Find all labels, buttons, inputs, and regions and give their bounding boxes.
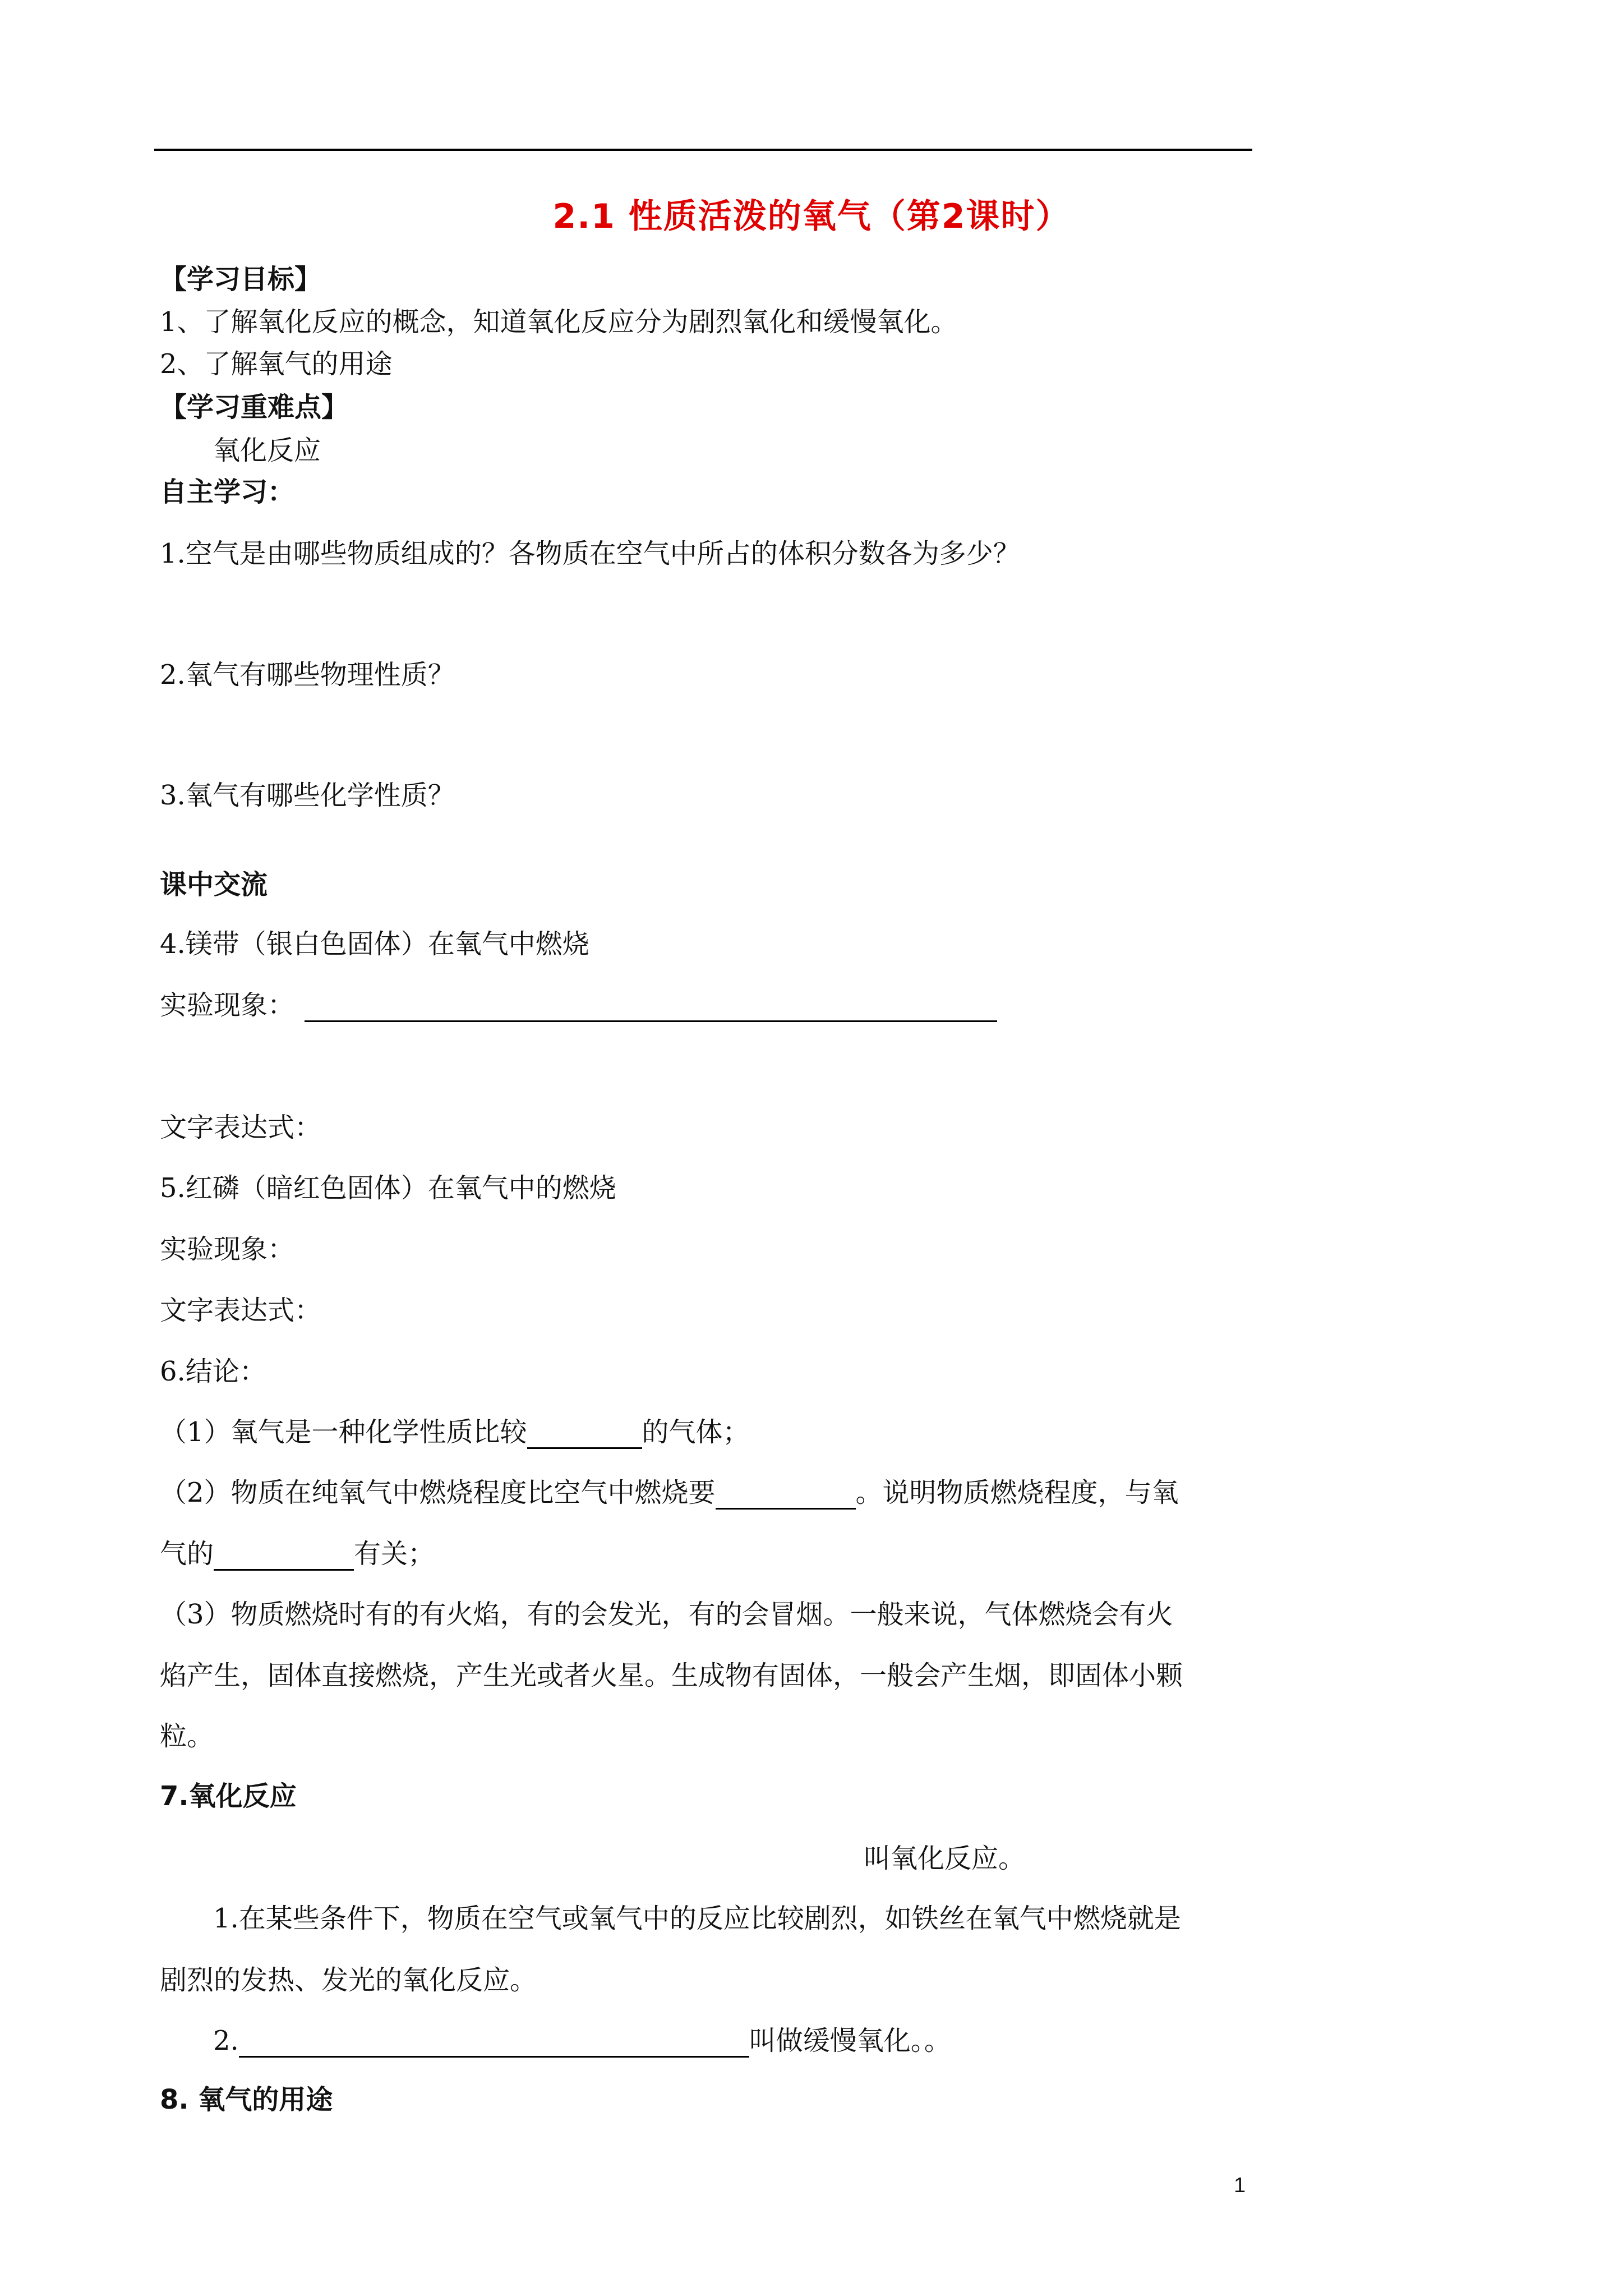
self-study-heading: 自主学习： bbox=[160, 476, 295, 508]
self-study-question: 2.氧气有哪些物理性质？ bbox=[160, 659, 455, 691]
conclusion-2-line2-blank[interactable] bbox=[214, 1540, 354, 1571]
conclusion-2-suffix: 。说明物质燃烧程度，与氧 bbox=[855, 1477, 1179, 1508]
oxidation-p2 bbox=[213, 2024, 951, 2058]
conclusion-3-line1: （3）物质燃烧时有的有火焰，有的会发光，有的会冒烟。一般来说，气体燃烧会有火 bbox=[160, 1599, 1173, 1630]
q4-phenomenon-label: 实验现象： bbox=[160, 990, 295, 1021]
q5-expression-label: 文字表达式： bbox=[160, 1295, 322, 1326]
oxidation-p1-line2: 剧烈的发热、发光的氧化反应。 bbox=[160, 1964, 537, 1996]
conclusion-1 bbox=[160, 1415, 750, 1449]
conclusion-1-text: （1）氧气是一种化学性质比较 bbox=[160, 1416, 527, 1448]
key-points-text: 氧化反应 bbox=[213, 435, 321, 466]
self-study-question: 3.氧气有哪些化学性质？ bbox=[160, 780, 455, 811]
oxidation-p2-suffix: 叫做缓慢氧化。。 bbox=[749, 2025, 951, 2056]
objective-item: 1、了解氧化反应的概念，知道氧化反应分为剧烈氧化和缓慢氧化。 bbox=[160, 306, 958, 338]
q4-phenomenon-blank[interactable] bbox=[305, 991, 997, 1022]
objective-item: 2、了解氧气的用途 bbox=[160, 348, 393, 380]
conclusion-2-line2 bbox=[160, 1537, 435, 1571]
oxidation-definition: 叫氧化反应。 bbox=[864, 1843, 1026, 1874]
objectives-heading: 【学习目标】 bbox=[160, 264, 322, 295]
oxidation-p2-blank[interactable] bbox=[239, 2027, 749, 2058]
conclusion-3-line3: 粒。 bbox=[160, 1720, 214, 1752]
q4-expression-label: 文字表达式： bbox=[160, 1112, 322, 1143]
conclusion-1-blank[interactable] bbox=[527, 1418, 642, 1449]
conclusion-2-text: （2）物质在纯氧气中燃烧程度比空气中燃烧要 bbox=[160, 1477, 716, 1508]
q5-title: 5.红磷（暗红色固体）在氧气中的燃烧 bbox=[160, 1172, 616, 1204]
conclusion-2-line2-text: 气的 bbox=[160, 1538, 214, 1570]
class-exchange-heading: 课中交流 bbox=[160, 869, 268, 900]
conclusion-2-line2-suffix: 有关； bbox=[354, 1538, 435, 1570]
key-points-heading: 【学习重难点】 bbox=[160, 392, 349, 423]
oxidation-heading: 7.氧化反应 bbox=[160, 1780, 297, 1812]
conclusion-1-suffix: 的气体； bbox=[642, 1416, 750, 1448]
self-study-question: 1.空气是由哪些物质组成的？各物质在空气中所占的体积分数各为多少？ bbox=[160, 538, 1020, 569]
oxidation-p1-line1: 1.在某些条件下，物质在空气或氧气中的反应比较剧烈，如铁丝在氧气中燃烧就是 bbox=[213, 1903, 1181, 1934]
header-rule bbox=[154, 149, 1252, 151]
q5-phenomenon-label: 实验现象： bbox=[160, 1234, 295, 1265]
uses-heading: 8. 氧气的用途 bbox=[160, 2084, 333, 2115]
oxidation-p2-prefix: 2. bbox=[213, 2025, 239, 2056]
page-title: 2.1 性质活泼的氧气（第2课时） bbox=[552, 197, 1071, 236]
conclusion-3-line2: 焰产生，固体直接燃烧，产生光或者火星。生成物有固体，一般会产生烟，即固体小颗 bbox=[160, 1660, 1183, 1691]
conclusion-2-blank[interactable] bbox=[716, 1479, 856, 1510]
q4-phenomenon-row bbox=[160, 988, 997, 1022]
conclusion-2 bbox=[160, 1476, 1179, 1510]
q4-title: 4.镁带（银白色固体）在氧气中燃烧 bbox=[160, 928, 589, 960]
q6-title: 6.结论： bbox=[160, 1356, 266, 1387]
page-number: 1 bbox=[1234, 2174, 1246, 2197]
